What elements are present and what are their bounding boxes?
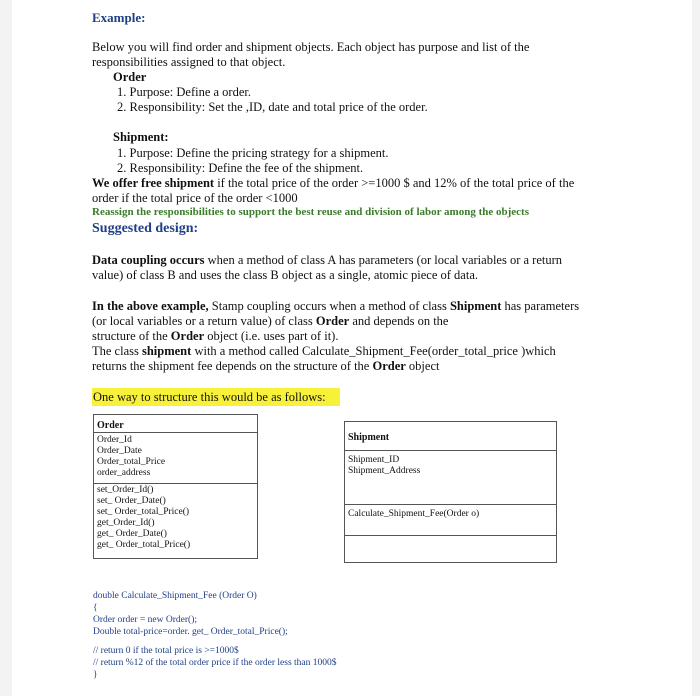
stamp-text: structure of the: [92, 329, 171, 343]
order-class-box: [93, 414, 258, 559]
stamp-text: Stamp coupling occurs when a method of class: [208, 299, 450, 313]
shipment-title: Shipment:: [113, 130, 169, 144]
shipment-attribute: Shipment_Address: [348, 466, 421, 476]
data-coupling-line-2: value) of class B and uses the class B object as a single, atomic piece of data.: [92, 268, 478, 282]
free-shipment-line-1: [92, 176, 574, 191]
code-line: // return %12 of the total order price if the order less than 1000$: [93, 658, 337, 668]
heading: Example:: [92, 10, 146, 25]
order-method: get_ Order_total_Price(): [97, 540, 191, 550]
stamp-bold: Order: [372, 359, 406, 373]
shipment-class-attributes: [345, 450, 556, 504]
order-method: set_ Order_total_Price(): [97, 507, 190, 517]
shipment-item: 1. Purpose: Define the pricing strategy for a shipment.: [117, 146, 389, 160]
order-class-name: Order: [97, 420, 124, 431]
order-item: 1. Purpose: Define a order.: [117, 85, 251, 99]
stamp-line-5: [92, 359, 439, 374]
order-method: get_Order_Id(): [97, 518, 155, 528]
data-coupling-rest: when a method of class A has parameters (or local variables or a return: [204, 253, 563, 267]
reassign-note: Reassign the responsibilities to support the best reuse and division of labor among the objects: [92, 206, 529, 218]
order-method: set_ Order_Date(): [97, 496, 166, 506]
stamp-bold: Order: [170, 329, 205, 343]
shipment-method: Calculate_Shipment_Fee(Order o): [348, 509, 480, 519]
order-attribute: Order_Date: [97, 446, 142, 456]
data-coupling-line-1: [92, 253, 562, 268]
stamp-text: with a method called Calculate_Shipment_Fee(order_total_price )which: [191, 344, 556, 358]
shipment-class-empty-section: [345, 535, 556, 562]
stamp-text: The class: [92, 344, 142, 358]
stamp-line-3: [92, 329, 338, 344]
free-shipment-rest: if the total price of the order >=1000 $ and 12% of the total price of the: [214, 176, 575, 190]
stamp-bold-1: In the above example,: [92, 299, 209, 313]
code-line: }: [93, 670, 98, 680]
suggested-design-heading: Suggested design:: [92, 221, 199, 236]
stamp-line-2: [92, 314, 448, 329]
stamp-text: has parameters: [501, 299, 580, 313]
order-method: get_ Order_Date(): [97, 529, 167, 539]
order-attribute: Order_Id: [97, 435, 132, 445]
code-line: {: [93, 603, 98, 613]
shipment-item: 2. Responsibility: Define the fee of the shipment.: [117, 161, 364, 175]
shipment-class-box: [344, 421, 557, 563]
stamp-text: and depends on the: [349, 314, 449, 328]
stamp-text: object (i.e. uses part of it).: [204, 329, 339, 343]
order-class-header: [94, 415, 257, 432]
code-line: double Calculate_Shipment_Fee (Order O): [93, 591, 257, 601]
free-shipment-line-2: order if the total price of the order <1000: [92, 191, 298, 205]
order-method: set_Order_Id(): [97, 485, 154, 495]
stamp-bold-2: Shipment: [449, 299, 502, 313]
highlighted-note: One way to structure this would be as follows:: [92, 388, 340, 406]
order-attribute: order_address: [97, 468, 151, 478]
intro-line-2: responsibilities assigned to that object.: [92, 55, 286, 69]
shipment-class-methods: [345, 504, 556, 535]
stamp-bold: shipment: [141, 344, 192, 358]
order-attribute: Order_total_Price: [97, 457, 166, 467]
stamp-bold: Order: [315, 314, 350, 328]
shipment-attribute: Shipment_ID: [348, 455, 400, 465]
intro-line-1: Below you will find order and shipment objects. Each object has purpose and list of the: [92, 40, 530, 54]
code-line: Order order = new Order();: [93, 615, 198, 625]
order-item: 2. Responsibility: Set the ,ID, date and total price of the order.: [117, 100, 428, 114]
order-class-methods: [94, 483, 257, 551]
stamp-text: returns the shipment fee depends on the structure of the: [92, 359, 373, 373]
code-line: // return 0 if the total price is >=1000$: [93, 646, 239, 656]
stamp-text: object: [405, 359, 440, 373]
stamp-line-4: [92, 344, 556, 359]
code-line: Double total-price=order. get_ Order_total_Price();: [93, 627, 288, 637]
order-title: Order: [113, 70, 147, 84]
free-shipment-bold: We offer free shipment: [92, 176, 215, 190]
shipment-class-name: Shipment: [348, 432, 390, 443]
stamp-line-1: [92, 299, 579, 314]
stamp-text: (or local variables or a return value) of class: [92, 314, 316, 328]
shipment-class-header: [345, 422, 556, 450]
data-coupling-bold: Data coupling occurs: [92, 253, 205, 267]
order-class-attributes: [94, 432, 257, 483]
